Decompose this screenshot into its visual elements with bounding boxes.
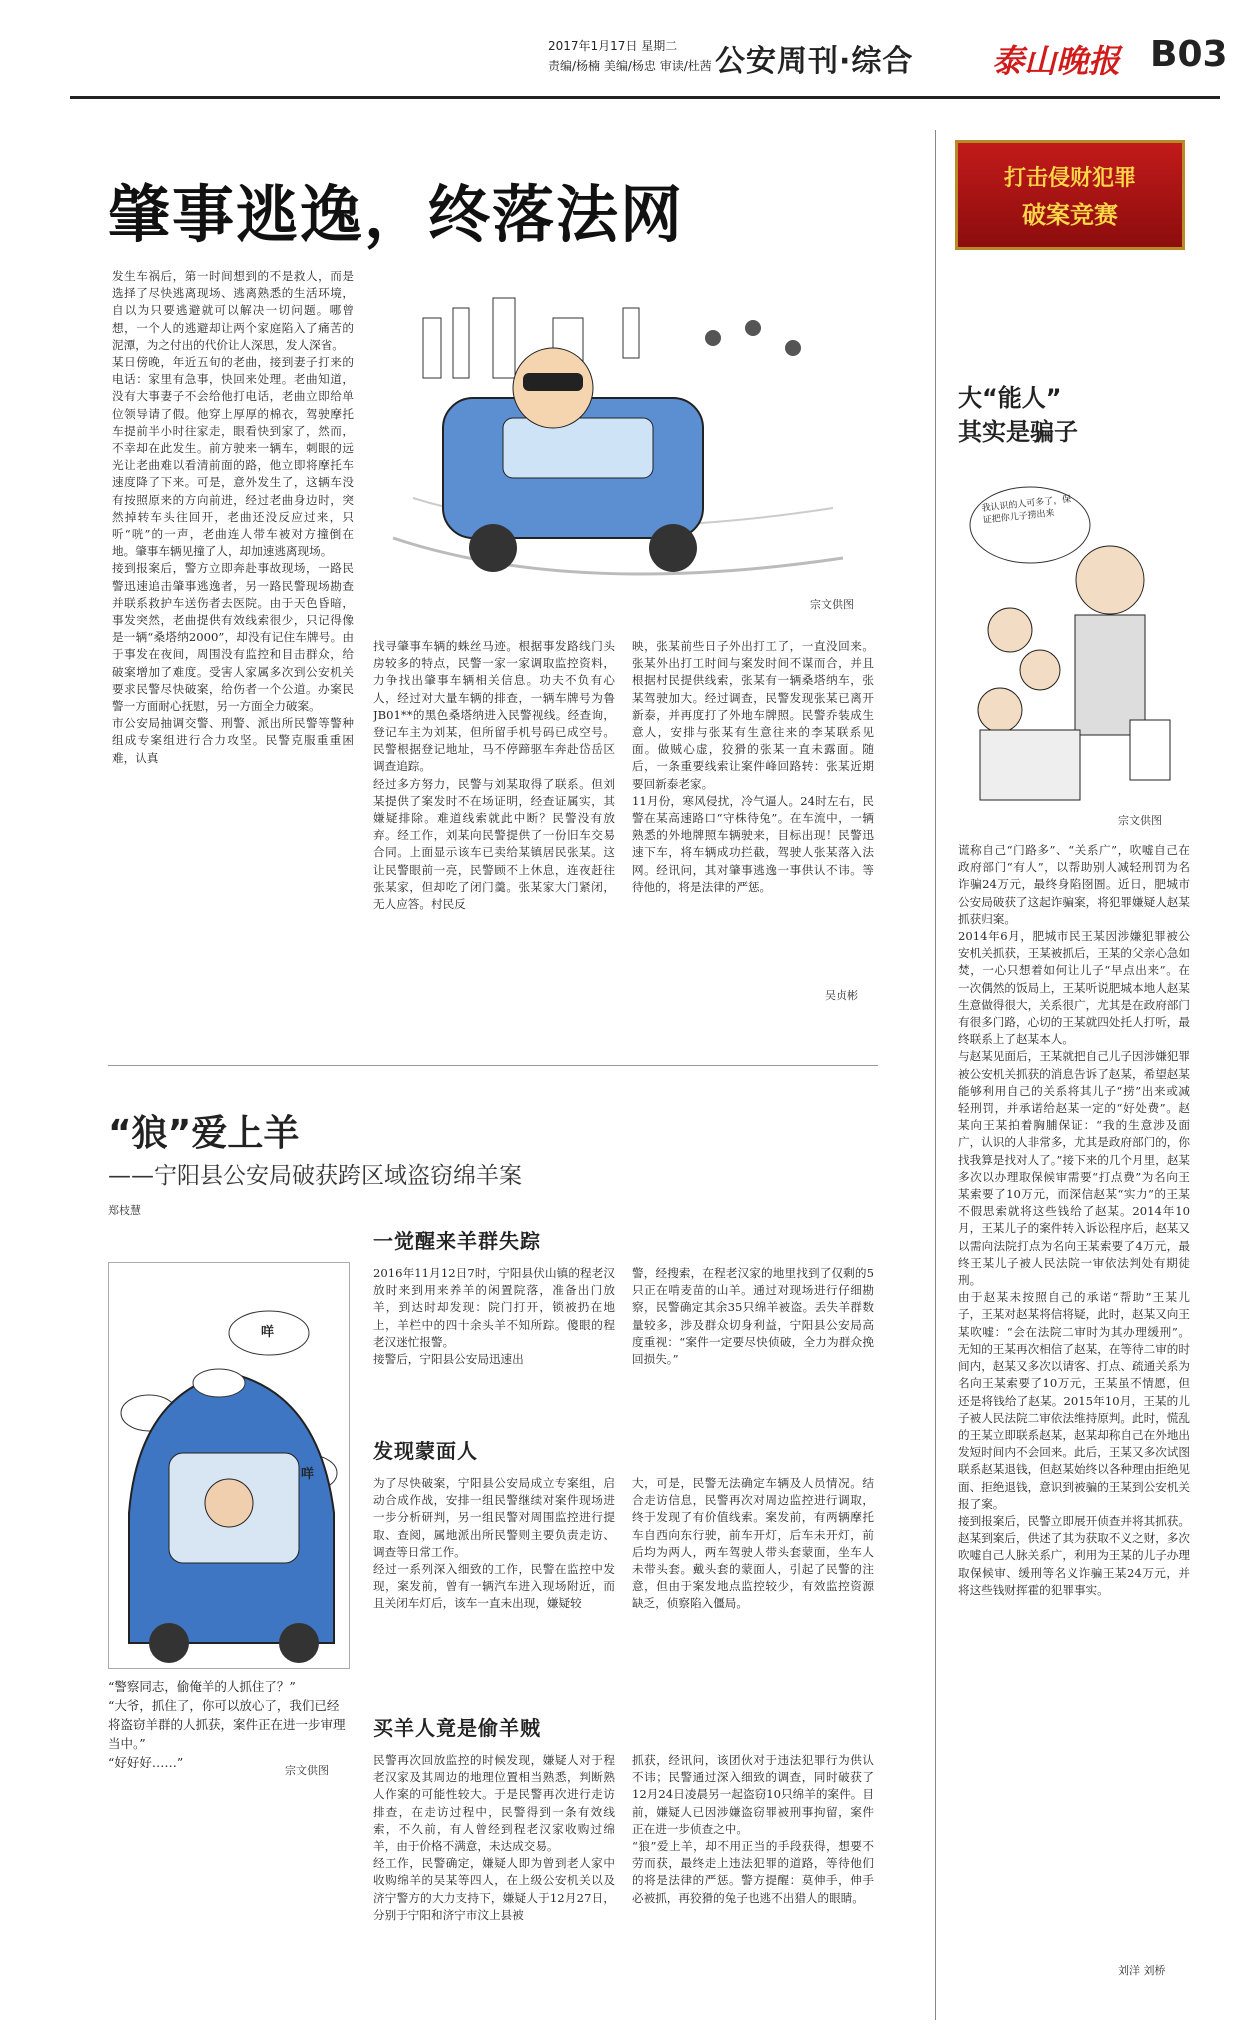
article3-title-line2: 其实是骗子 bbox=[958, 418, 1078, 446]
car-illustration bbox=[373, 268, 873, 618]
article3-body: 谎称自己“门路多”、“关系广”，吹嘘自己在政府部门“有人”，以帮助别人减轻刑罚为名诈骗24万元，最终身陷囹圄。近日，肥城市公安局破获了这起诈骗案，将犯罪嫌疑人赵某抓获归案。 2014年6月，肥城市民王某因涉嫌犯罪被公安机关抓获，王某被抓后，王某的父亲心急如焚，一心只想着如何让儿子“早点出来”。在一次偶然的饭局上，王某听说肥城本地人赵某生意做得很大，关系很广，尤其是在政府部门有很多门路，心切的王某就四处托人打听，最终联系上了赵某本人。 与赵某见面后，王某就把自己儿子因涉嫌犯罪被公安机关抓获的消息告诉了赵某，希望赵某能够利用自己的关系将其儿子“捞”出来或减轻刑罚，并承诺给赵某一定的“好处费”。赵某向王某拍着胸脯保证：“我的生意涉及面广，认识的人非常多，尤其是政府部门的，你找我算是找对人了。”接下来的几个月里，赵某多次以办理取保候审需要“打点费”为名向王某索要了10万元，而深信赵某“实力”的王某不假思索就将这些钱给了赵某。2014年10月，王某儿子的案件转入诉讼程序后，赵某又以需向法院打点为名向王某索要了4万元，最终王某儿子被人民法院一审依法判处有期徒刑。 由于赵某未按照自己的承诺“帮助”王某儿子，王某对赵某将信将疑，此时，赵某又向王某吹嘘：“会在法院二审时为其办理缓刑”。无知的王某再次相信了赵某，在等待二审的时间内，赵某又多次以请客、打点、疏通关系为名向王某索要了10万元，王某虽不情愿，但还是将钱给了赵某。2015年10月，王某的儿子被人民法院二审依法维持原判。此时，慌乱的王某立即联系赵某，赵某却称自己在外地出发短时间内不会回来。此后，王某又多次试图联系赵某退钱，但赵某始终以各种理由拒绝见面、拒绝退钱，意识到被骗的王某到公安机关报了案。 接到报案后，民警立即展开侦查并将其抓获。赵某到案后，供述了其为获取不义之财，多次吹嘘自己人脉关系广，利用为王某的儿子办理取保候审、缓刑等名义诈骗王某24万元，并将这些钱财挥霍的犯罪事实。 bbox=[958, 843, 1190, 1597]
conman-illustration bbox=[960, 470, 1190, 820]
banner-line2: 破案竞赛 bbox=[1022, 201, 1118, 229]
article1-col2: 找寻肇事车辆的蛛丝马迹。根据事发路线门头房较多的特点，民警一家一家调取监控资料，力争找出肇事车辆相关信息。功夫不负有心人，经过对大量车辆的排查，一辆车牌号为鲁JB01**的黑色桑塔纳进入民警视线。经查询，登记车主为刘某，但所留手机号码已成空号。民警根据登记地址，马不停蹄驱车奔赴岱岳区调查追踪。 经过多方努力，民警与刘某取得了联系。但刘某提供了案发时不在场证明，经查证属实，其嫌疑排除。难道线索就此中断？民警没有放弃。经工作，刘某向民警提供了一份旧车交易合同。上面显示该车已卖给某镇居民张某。这让民警眼前一亮，民警顾不上休息，连夜赶往张某家，但却吃了闭门羹。张某家大门紧闭，无人应答。村民反 bbox=[373, 639, 615, 912]
sheep-bubble-1: 咩 bbox=[261, 1325, 275, 1340]
sheep-bubble-2: 咩 bbox=[301, 1467, 315, 1482]
car-illustration-credit: 宗文供图 bbox=[810, 598, 854, 611]
section1-head: 一觉醒来羊群失踪 bbox=[373, 1229, 541, 1253]
cartoon-credit: 宗文供图 bbox=[285, 1764, 329, 1777]
section2-head: 发现蒙面人 bbox=[373, 1439, 478, 1463]
cartoon-caption: “警察同志，偷俺羊的人抓住了？” “大爷，抓住了，你可以放心了，我们已经将盗窃羊群的人抓获，案件正在进一步审理当中。” “好好好……” bbox=[108, 1679, 346, 1770]
article3-title-line1: 大“能人” bbox=[958, 384, 1062, 412]
section1-col1: 2016年11月12日7时，宁阳县伏山镇的程老汉放时来到用来养羊的闲置院落，准备出门放羊，到达时却发现：院门打开，锁被扔在地上，羊栏中的四十余头羊不知所踪。傻眼的程老汉迷忙报警。 接警后，宁阳县公安局迅速出 bbox=[373, 1266, 615, 1367]
page-number: B03 bbox=[1150, 34, 1228, 75]
article1-col3: 映，张某前些日子外出打工了，一直没回来。张某外出打工时间与案发时间不谋而合，并且根据村民提供线索，张某有一辆桑塔纳车，张某驾驶加大。经过调查，民警发现张某已离开新泰，并再度打了外地车牌照。民警乔装成生意人，安排与张某有生意往来的李某联系见面。做贼心虚，狡猾的张某一直未露面。随后，一条重要线索让案件峰回路转：张某近期要回新泰老家。 11月份，寒风侵扰，冷气逼人。24时左右，民警在某高速路口“守株待兔”。在车流中，一辆熟悉的外地牌照车辆驶来，目标出现！民警迅速下车，将车辆成功拦截，驾驶人张某落入法网。经讯问，其对肇事逃逸一事供认不讳。等待他的，将是法律的严惩。 bbox=[632, 639, 874, 894]
section3-head: 买羊人竟是偷羊贼 bbox=[373, 1716, 541, 1740]
masthead bbox=[0, 0, 1240, 100]
article2-subtitle: ——宁阳县公安局破获跨区域盗窃绵羊案 bbox=[108, 1163, 522, 1189]
section3-col2: 抓获，经讯问，该团伙对于违法犯罪行为供认不讳；民警通过深入细致的调查，同时破获了12月24日凌晨另一起盗窃10只绵羊的案件。目前，嫌疑人已因涉嫌盗窃罪被刑事拘留，案件正在进一步侦查之中。 “狼”爱上羊，却不用正当的手段获得，想要不劳而获，最终走上违法犯罪的道路，等待他们的将是法律的严惩。警方提醒：莫伸手，伸手必被抓，再狡猾的兔子也逃不出猎人的眼睛。 bbox=[632, 1753, 874, 1905]
article1-col1: 发生车祸后，第一时间想到的不是救人，而是选择了尽快逃离现场、逃离熟悉的生活环境，自以为只要逃避就可以解决一切问题。哪曾想，一个人的逃避却让两个家庭陷入了痛苦的泥潭，为之付出的代价让人深思，发人深省。 某日傍晚，年近五旬的老曲，接到妻子打来的电话：家里有急事，快回来处理。老曲知道，没有大事妻子不会给他打电话，老曲立即给单位领导请了假。他穿上厚厚的棉衣，驾驶摩托车提前半小时往家走，眼看快到家了，然而，不幸却在此发生。前方驶来一辆车，刺眼的远光让老曲难以看清前面的路，他立即将摩托车速度降了下来。可是，意外发生了，这辆车没有按照原来的方向前进，经过老曲身边时，突然掉转车头往回开，老曲还没反应过来，只听“咣”的一声，老曲连人带车被对方撞倒在地。肇事车辆见撞了人，却加速逃离现场。 接到报案后，警方立即奔赴事故现场，一路民警迅速追击肇事逃逸者，另一路民警现场勘查并联系救护车送伤者去医院。由于天色昏暗，事发突然，老曲提供有效线索很少，只记得像是一辆“桑塔纳2000”，却没有记住车牌号。由于事发在夜间，周围没有监控和目击群众，给破案增加了难度。受害人家属多次到公安机关要求民警尽快破案，给伤者一个公道。办案民警一方面耐心抚慰，另一方面全力破案。 市公安局抽调交警、刑警、派出所民警等警种组成专案组进行合力攻坚。民警克服重重困难，认真 bbox=[112, 269, 354, 765]
sheep-illustration bbox=[108, 1262, 350, 1669]
article2-author: 郑枝慧 bbox=[108, 1204, 141, 1217]
section1-col2: 警，经搜索，在程老汉家的地里找到了仅剩的5只正在啃麦苗的山羊。通过对现场进行仔细勘察，民警确定其余35只绵羊被盗。丢失羊群数量较多，涉及群众切身利益，宁阳县公安局高度重视：“案件一定要尽快侦破，全力为群众挽回损失。” bbox=[632, 1266, 874, 1367]
section2-col2: 大，可是，民警无法确定车辆及人员情况。结合走访信息，民警再次对周边监控进行调取，终于发现了有价值线索。案发前，有两辆摩托车自西向东行驶，前车开灯，后车未开灯，前后均为两人，两车驾驶人带头套蒙面，坐车人未带头套。戴头套的蒙面人，引起了民警的注意，但由于案发地点监控较少，有效监控资源缺乏，侦察陷入僵局。 bbox=[632, 1476, 874, 1611]
article2-title: “狼”爱上羊 bbox=[108, 1113, 300, 1154]
section3-col1: 民警再次回放监控的时候发现，嫌疑人对于程老汉家及其周边的地理位置相当熟悉，判断熟人作案的可能性较大。于是民警再次进行走访排查，在走访过程中，民警得到一条有效线索，不久前，有人曾经到程老汉家收购过绵羊，由于价格不满意，未达成交易。 经工作，民警确定，嫌疑人即为曾到老人家中收购绵羊的吴某等四人，在上级公安机关以及济宁警方的大力支持下，嫌疑人于12月27日，分别于宁阳和济宁市汶上县被 bbox=[373, 1753, 615, 1922]
article1-title: 肇事逃逸，终落法网 bbox=[108, 178, 685, 251]
date-line: 2017年1月17日 星期二 bbox=[548, 39, 678, 53]
editors-line: 责编/杨楠 美编/杨忠 审读/杜茜 bbox=[548, 59, 712, 73]
speech-bubble-text: 我认识的人可多了，保证把你儿子捞出来 bbox=[981, 494, 1072, 526]
article1-bottom-rule bbox=[108, 1065, 878, 1066]
banner-line1: 打击侵财犯罪 bbox=[1003, 166, 1136, 191]
campaign-banner bbox=[955, 140, 1185, 250]
conman-illustration-credit: 宗文供图 bbox=[1118, 814, 1162, 827]
article3-authors: 刘洋 刘桥 bbox=[1118, 1964, 1166, 1977]
section2-col1: 为了尽快破案，宁阳县公安局成立专案组，启动合成作战，安排一组民警继续对案件现场进一步分析研判，另一组民警对周围监控进行提取、查阅，属地派出所民警则主要负责走访、调查等日常工作。 经过一系列深入细致的工作，民警在监控中发现，案发前，曾有一辆汽车进入现场附近，而且关闭车灯后，该车一直未出现，嫌疑较 bbox=[373, 1476, 615, 1611]
section-name: 公安周刊·综合 bbox=[715, 44, 914, 79]
masthead-rule bbox=[70, 96, 1220, 99]
paper-logo: 泰山晚报 bbox=[992, 42, 1121, 80]
car-cartoon bbox=[373, 268, 873, 618]
article1-author: 吴贞彬 bbox=[825, 989, 858, 1002]
column-divider bbox=[935, 130, 936, 2020]
